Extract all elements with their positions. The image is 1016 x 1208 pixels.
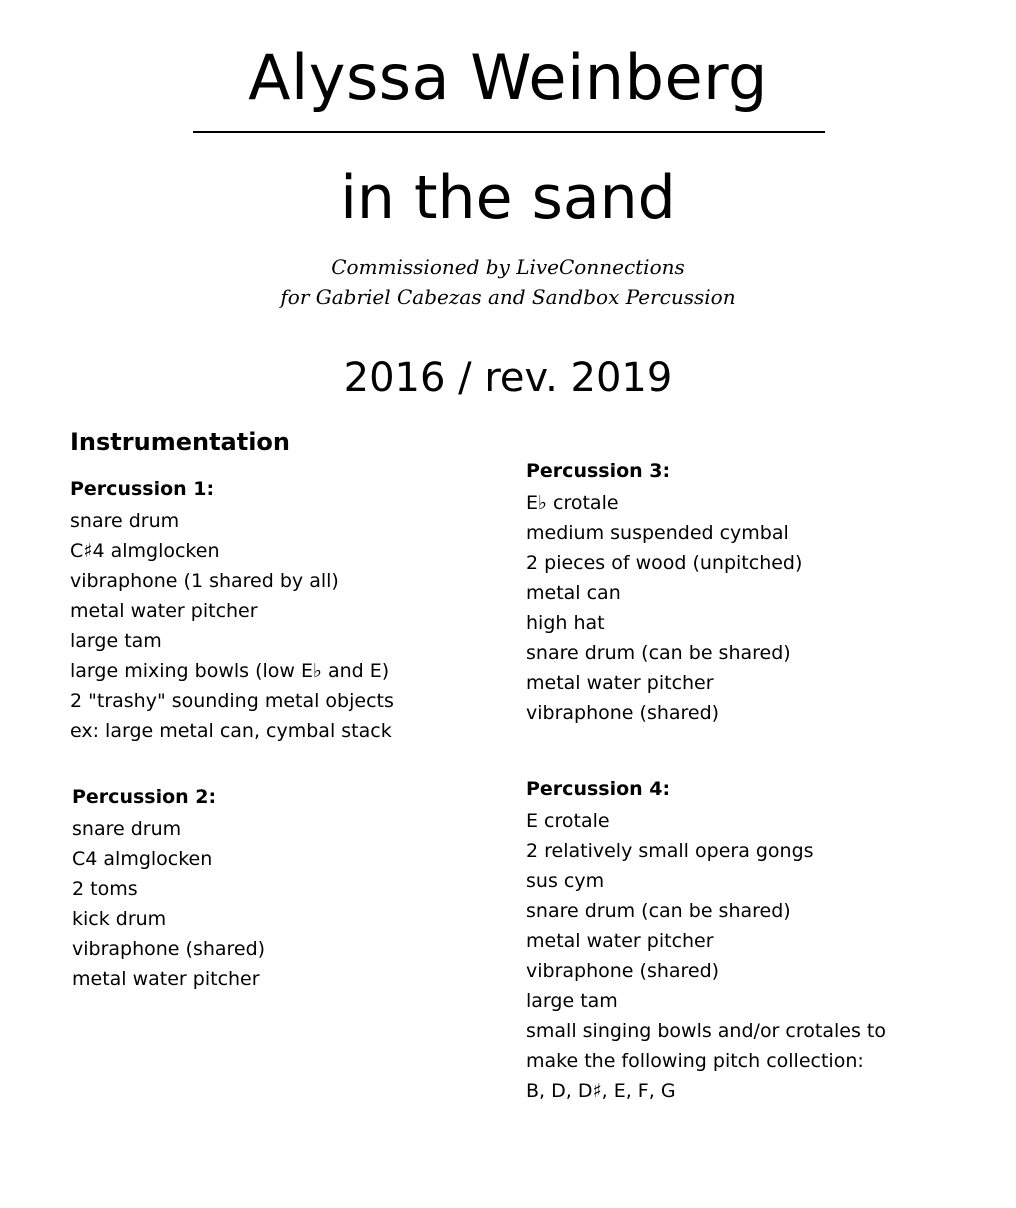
- instrument-item: 2 pieces of wood (unpitched): [526, 552, 803, 574]
- instrument-item: large mixing bowls (low E♭ and E): [70, 660, 390, 682]
- instrument-item: 2 toms: [72, 878, 138, 900]
- instrument-item: 2 relatively small opera gongs: [526, 840, 814, 862]
- instrument-item: high hat: [526, 612, 605, 634]
- instrument-item: large tam: [526, 990, 618, 1012]
- instrument-item: make the following pitch collection:: [526, 1050, 864, 1072]
- percussion-4-heading: Percussion 4:: [526, 778, 671, 800]
- instrument-item: snare drum (can be shared): [526, 900, 791, 922]
- title-divider: [193, 131, 825, 133]
- instrument-item: vibraphone (shared): [526, 960, 720, 982]
- instrument-item: E♭ crotale: [526, 492, 619, 514]
- instrument-item: B, D, D♯, E, F, G: [526, 1080, 676, 1102]
- instrument-item: ex: large metal can, cymbal stack: [70, 720, 392, 742]
- instrument-item: kick drum: [72, 908, 167, 930]
- instrument-item: 2 "trashy" sounding metal objects: [70, 690, 394, 712]
- percussion-2-list: [72, 814, 265, 994]
- instrument-item: sus cym: [526, 870, 605, 892]
- instrument-item: E crotale: [526, 810, 610, 832]
- instrumentation-heading: Instrumentation: [70, 428, 291, 456]
- percussion-1-group: [70, 474, 394, 746]
- percussion-2-group: [72, 782, 265, 994]
- instrument-item: snare drum: [70, 510, 180, 532]
- instrument-item: metal water pitcher: [526, 930, 714, 952]
- commission-note: [0, 252, 1016, 312]
- instrument-item: small singing bowls and/or crotales to: [526, 1020, 886, 1042]
- percussion-3-heading: Percussion 3:: [526, 460, 671, 482]
- percussion-1-heading: Percussion 1:: [70, 478, 215, 500]
- percussion-4-list: [526, 806, 886, 1106]
- composer-name: Alyssa Weinberg: [248, 41, 768, 114]
- instrument-item: vibraphone (shared): [72, 938, 266, 960]
- instrument-item: C♯4 almglocken: [70, 540, 220, 562]
- instrument-item: large tam: [70, 630, 162, 652]
- instrument-item: vibraphone (1 shared by all): [70, 570, 339, 592]
- commission-line-2: for Gabriel Cabezas and Sandbox Percussion: [280, 285, 736, 309]
- instrument-item: metal can: [526, 582, 621, 604]
- instrument-item: metal water pitcher: [70, 600, 258, 622]
- instrument-item: metal water pitcher: [72, 968, 260, 990]
- percussion-3-group: [526, 456, 802, 728]
- instrument-item: C4 almglocken: [72, 848, 213, 870]
- instrument-item: snare drum (can be shared): [526, 642, 791, 664]
- instrument-item: snare drum: [72, 818, 182, 840]
- composition-year: 2016 / rev. 2019: [343, 355, 673, 401]
- percussion-3-list: [526, 488, 802, 728]
- instrument-item: vibraphone (shared): [526, 702, 720, 724]
- instrument-item: metal water pitcher: [526, 672, 714, 694]
- percussion-4-group: [526, 774, 886, 1106]
- percussion-2-heading: Percussion 2:: [72, 786, 217, 808]
- commission-line-1: Commissioned by LiveConnections: [331, 255, 685, 279]
- percussion-1-list: [70, 506, 394, 746]
- piece-title: in the sand: [340, 163, 676, 233]
- instrument-item: medium suspended cymbal: [526, 522, 789, 544]
